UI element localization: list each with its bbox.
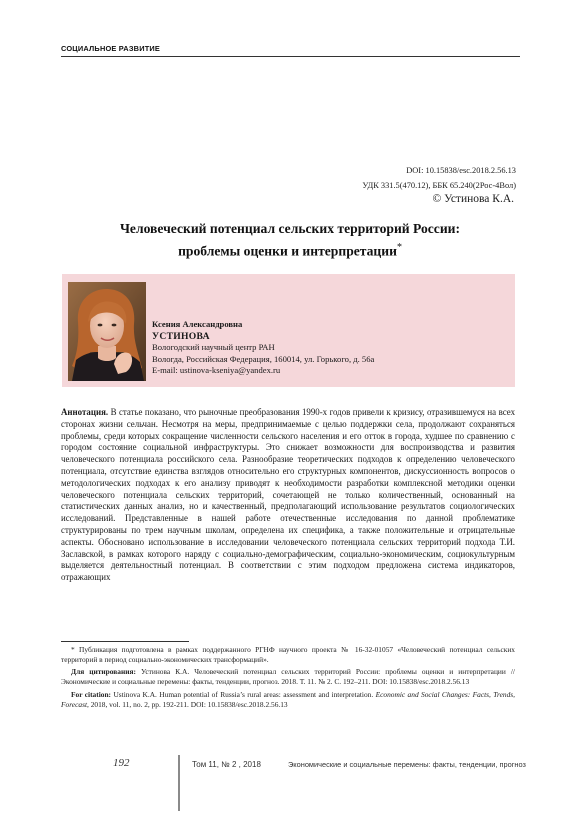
author-affiliation: Вологодский научный центр РАН [152, 342, 275, 353]
citation-en-label: For citation: [71, 689, 112, 699]
author-photo [68, 282, 146, 381]
footnote-rule [61, 641, 189, 642]
grant-footnote: * Публикация подготовлена в рамках поддержанного РГНФ научного проекта № 16-32-01057 «Человеческий потенциал сельских территорий в период социально-экономических трансформаций». [61, 645, 515, 664]
title-line-2 [60, 238, 520, 261]
article-title [60, 219, 520, 261]
author-surname: УСТИНОВА [152, 330, 210, 342]
footer-issue: Том 11, № 2 , 2018 [192, 760, 261, 769]
author-info [152, 319, 374, 377]
citation-ru-label: Для цитирования: [71, 667, 136, 677]
citation-ru-text: Устинова К.А. Человеческий потенциал сельских территорий России: проблемы оценки и интерпретации // Экономические и социальные перемены: факты, тенденции, прогноз. 2018. Т. 11. № 2. С. 192–211. DOI: 10.15838/esc.2018.2.56.13 [61, 667, 515, 687]
title-line-2-text: проблемы оценки и интерпретации [178, 243, 397, 259]
udc-line: УДК 331.5(470.12), ББК 65.240(2Рос-4Вол) [362, 181, 516, 190]
citation-en-journal: Economic and Social Changes: Facts, Trends, Forecast [61, 689, 515, 709]
title-line-1: Человеческий потенциал сельских территорий России: [119, 221, 461, 236]
citation-en-text: Ustinova K.A. Human potential of Russia’s rural areas: assessment and interpretation. [113, 689, 374, 699]
footnotes [61, 645, 515, 712]
footer-divider [178, 755, 180, 811]
citation-en-tail: , 2018, vol. 11, no. 2, pp. 192-211. DOI: 10.15838/esc.2018.2.56.13 [87, 699, 288, 709]
header-rule [61, 56, 520, 57]
abstract-text: В статье показано, что рыночные преобразования 1990-х годов привели к кризису, отразившемуся на всех сторонах жизни сельчан. Несмотря на меры, предпринимаемые с целью поддержки села, продолжают сохраняться проблемы, среди которых сокращение численности сельского населения и его отток в города, худшее по сравнению с городом состояние социальной инфраструктуры. Это снижает возможности для воспроизводства и развития человеческого потенциала российского села. Разнообразие теоретических подходов к определению человеческого потенциала, отсутствие единства взглядов относительно его структурных компонентов, дискуссионность вопросов о методологических подходах к его анализу приводят к необходимости разработки комплексной методики оценки человеческого потенциала сельских территорий, сочетающей не только количественный, основанный на статистических данных анализ, но и качественный, предполагающий использование результатов социологических исследований. Представленные в нашей работе отечественные исследования по данной проблематике структурированы по трем научным школам, определена их специфика, а также положительные и отрицательные аспекты. Обосновано использование в исследовании человеческого потенциала сельских территорий подхода Т.И. Заславской, в рамках которого наряду с социально-демографическим, социально-экономическим, социокультурным выделяется деятельностный потенциал. В соответствии с этим подходом предложена система индикаторов, отражающих [61, 407, 516, 583]
page-number: 192 [113, 757, 130, 769]
section-header: СОЦИАЛЬНОЕ РАЗВИТИЕ [61, 44, 161, 53]
title-footnote-mark: * [396, 242, 402, 253]
abstract-label: Аннотация. [61, 407, 109, 417]
citation-en [61, 690, 515, 709]
abstract [61, 407, 515, 584]
author-address: Вологда, Российская Федерация, 160014, ул. Горького, д. 56а [152, 353, 375, 364]
author-email[interactable]: E-mail: ustinova-kseniya@yandex.ru [152, 365, 281, 376]
doi-line: DOI: 10.15838/esc.2018.2.56.13 [406, 166, 516, 175]
author-name: Ксения Александровна [152, 319, 243, 329]
footer-journal: Экономические и социальные перемены: факты, тенденции, прогноз [288, 760, 526, 769]
copyright-line: © Устинова К.А. [432, 193, 514, 205]
citation-ru [61, 667, 515, 686]
